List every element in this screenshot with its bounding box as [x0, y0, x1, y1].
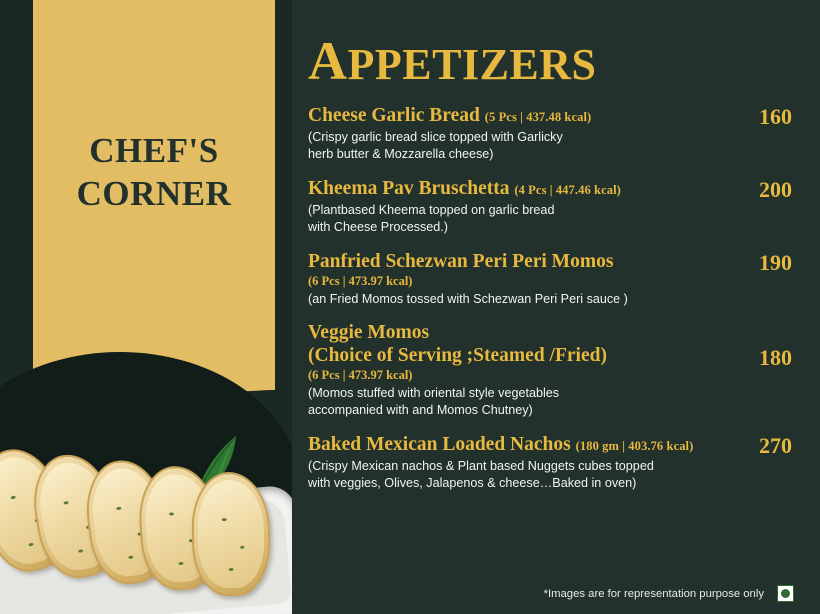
menu-item-name-line2: (Choice of Serving ;Steamed /Fried): [308, 344, 607, 366]
menu-item-list: [308, 104, 792, 492]
description-line: (Crispy Mexican nachos & Plant based Nuggets cubes topped: [308, 458, 654, 473]
menu-item-price: 180: [759, 344, 792, 370]
menu-item: [308, 104, 792, 164]
menu-item-name: Panfried Schezwan Peri Peri Momos: [308, 250, 614, 272]
menu-item-name: Cheese Garlic Bread: [308, 105, 480, 126]
garlic-bread-photo: [0, 420, 312, 614]
description-line: (Crispy garlic bread slice topped with Garlicky: [308, 130, 563, 144]
description-line: with veggies, Olives, Jalapenos & cheese…Baked in oven): [308, 476, 637, 490]
menu-item-quantity: (6 Pcs | 473.97 kcal): [308, 273, 413, 288]
description-line: herb butter & Mozzarella cheese): [308, 147, 494, 162]
menu-item-price: 190: [759, 249, 792, 275]
menu-item-price: 160: [759, 104, 792, 129]
menu-item-description: [308, 458, 792, 493]
menu-item-quantity: (6 Pcs | 473.97 kcal): [308, 367, 413, 382]
menu-content: [292, 0, 820, 614]
description-line: accompanied with and Momos Chutney): [308, 403, 533, 418]
description-line: (an Fried Momos tossed with Schezwan Peri Peri sauce ): [308, 291, 628, 306]
menu-item-heading: [308, 177, 792, 200]
menu-item-heading: [308, 104, 792, 127]
menu-item-price: 270: [759, 432, 792, 458]
menu-item-meta: (180 gm | 403.76 kcal): [575, 438, 694, 453]
menu-item: [308, 321, 792, 420]
brand-title: [33, 130, 275, 215]
menu-item-heading: [308, 433, 792, 456]
menu-item-heading: [308, 321, 792, 367]
description-line: (Plantbased Kheema topped on garlic bread: [308, 202, 555, 217]
menu-item-description: [308, 202, 792, 237]
disclaimer-note: *Images are for representation purpose only: [543, 588, 764, 600]
menu-item-description: [308, 291, 792, 308]
menu-item: [308, 250, 792, 308]
menu-item-heading: [308, 250, 792, 273]
section-title: [308, 31, 792, 91]
menu-item-meta: (5 Pcs | 437.48 kcal): [484, 110, 592, 124]
menu-item-name: Veggie Momos: [308, 321, 430, 343]
description-line: with Cheese Processed.): [308, 220, 448, 235]
veg-mark-icon: [777, 585, 794, 602]
menu-item: [308, 433, 792, 493]
bread-slice: [191, 471, 271, 596]
menu-item-name: Kheema Pav Bruschetta: [308, 177, 510, 199]
description-line: (Momos stuffed with oriental style vegetables: [308, 385, 560, 400]
brand-title-line2: CORNER: [76, 173, 232, 213]
brand-title-line1: CHEF'S: [89, 131, 219, 170]
menu-item: [308, 177, 792, 237]
section-title-rest: PPETIZERS: [347, 40, 597, 89]
menu-item-meta: (4 Pcs | 447.46 kcal): [514, 182, 621, 197]
menu-item-description: [308, 385, 792, 420]
menu-item-description: [308, 129, 792, 164]
menu-item-price: 200: [759, 176, 792, 202]
section-title-initial: A: [308, 31, 348, 91]
menu-item-name: Baked Mexican Loaded Nachos: [308, 433, 571, 455]
